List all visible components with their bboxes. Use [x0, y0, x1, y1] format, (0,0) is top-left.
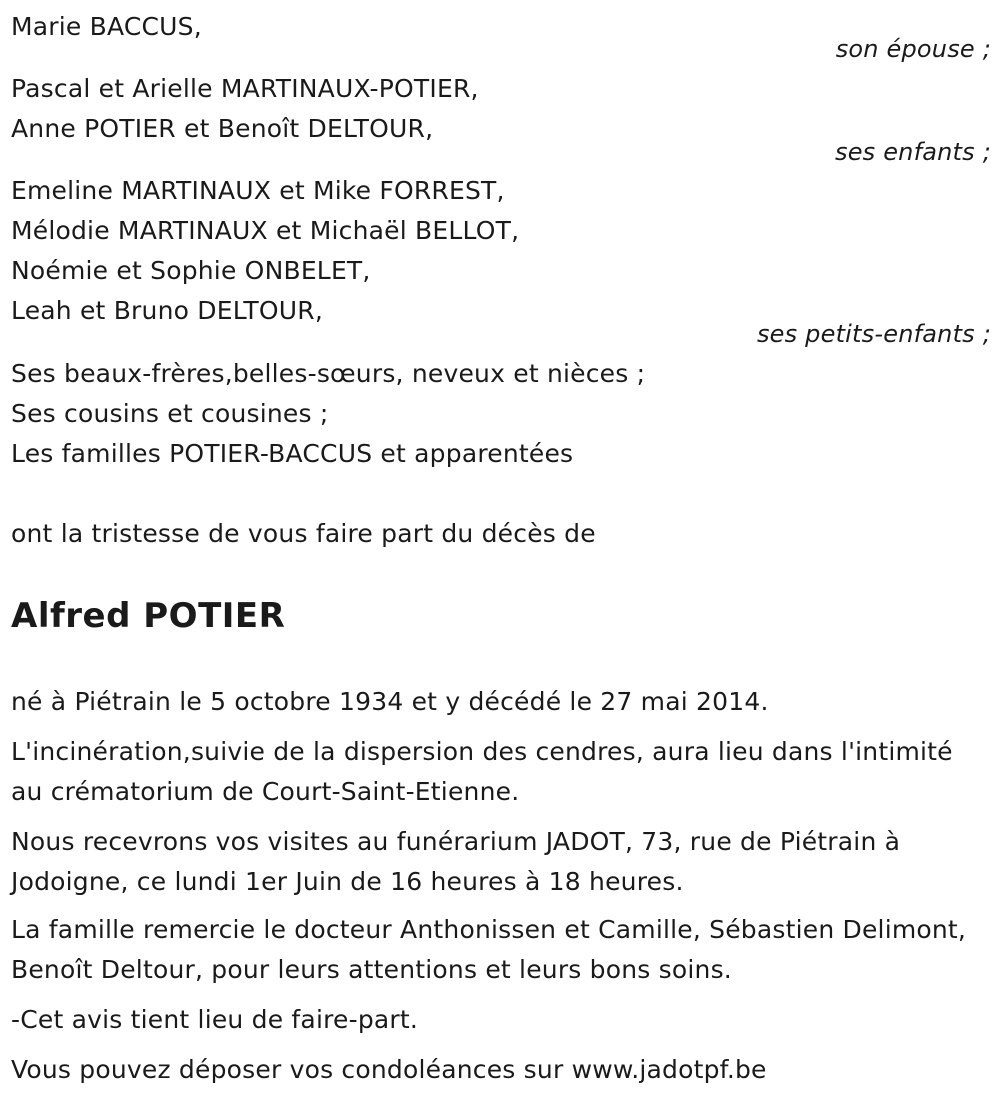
child-line: Anne POTIER et Benoît DELTOUR, — [11, 114, 434, 143]
thanks-paragraph: La famille remercie le docteur Anthonissen et Camille, Sébastien Delimont, Benoît Deltour, pour leurs attentions et leurs bons soins. — [11, 915, 967, 984]
relatives-line: Ses beaux-frères,belles-sœurs, neveux et nièces ; — [11, 359, 646, 388]
condolences-text: Vous pouvez déposer vos condoléances sur www.jadotpf.be — [11, 1055, 767, 1084]
announcement-text: ont la tristesse de vous faire part du décès de — [11, 519, 596, 548]
grandchildren-role: ses petits-enfants ; — [756, 320, 991, 348]
birth-death-details: né à Piétrain le 5 octobre 1934 et y décédé le 27 mai 2014. — [11, 687, 769, 716]
grandchild-line: Leah et Bruno DELTOUR, — [11, 296, 323, 325]
grandchild-line: Mélodie MARTINAUX et Michaël BELLOT, — [11, 216, 520, 245]
notice-statement: -Cet avis tient lieu de faire-part. — [11, 1005, 419, 1034]
deceased-name: Alfred POTIER — [11, 596, 286, 636]
cremation-details: L'incinération,suivie de la dispersion des cendres, aura lieu dans l'intimité au crématorium de Court-Saint-Etienne. — [11, 737, 953, 806]
visitation-details: Nous recevrons vos visites au funérarium JADOT, 73, rue de Piétrain à Jodoigne, ce lundi 1er Juin de 16 heures à 18 heures. — [11, 827, 901, 896]
relatives-line: Ses cousins et cousines ; — [11, 399, 329, 428]
spouse-role: son épouse ; — [835, 35, 991, 63]
children-role: ses enfants ; — [835, 138, 991, 166]
grandchild-line: Emeline MARTINAUX et Mike FORREST, — [11, 176, 505, 205]
relatives-line: Les familles POTIER-BACCUS et apparentées — [11, 439, 574, 468]
child-line: Pascal et Arielle MARTINAUX-POTIER, — [11, 74, 479, 103]
spouse-name: Marie BACCUS, — [11, 12, 202, 41]
grandchild-line: Noémie et Sophie ONBELET, — [11, 256, 371, 285]
